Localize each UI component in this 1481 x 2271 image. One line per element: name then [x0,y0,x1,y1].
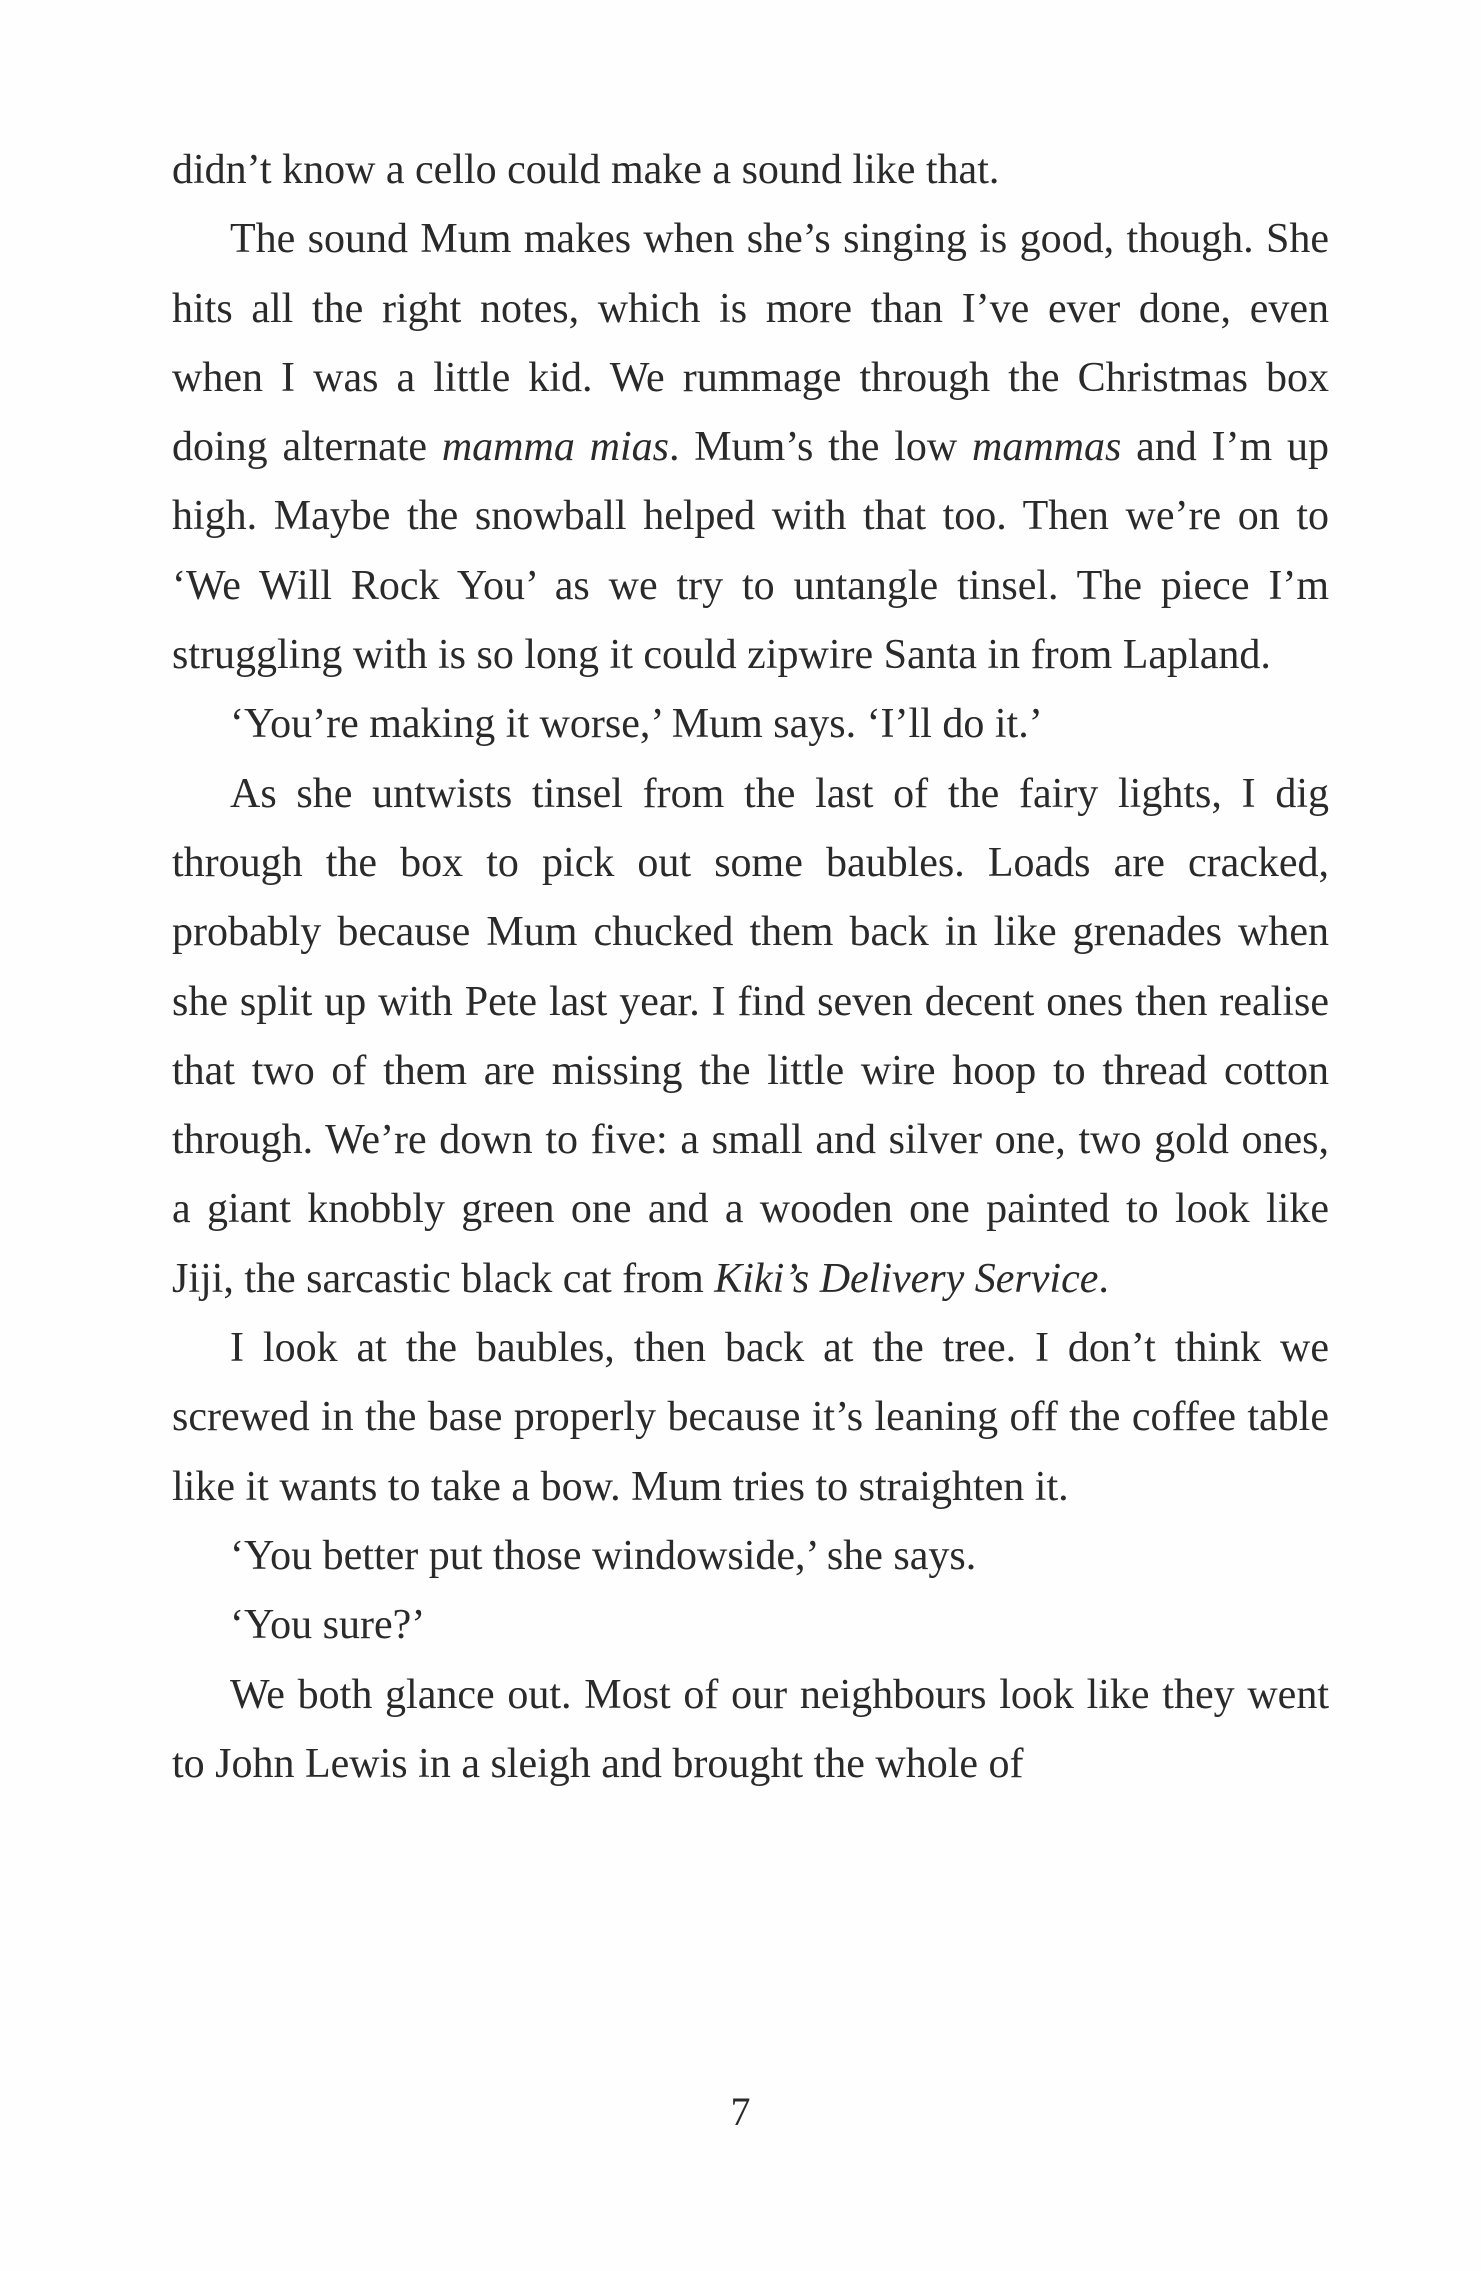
text-segment: and I’m up high. Maybe the snowball helped with that too. Then we’re on to ‘We Will Rock You’ as we try to untangle tinsel. The piece I’m struggling with is so long it could zipwire Santa in from Lapland. [172,424,1329,679]
page-number: 7 [730,2089,751,2134]
text-segment: . Mum’s the low [668,424,972,471]
paragraph-2 [172,205,1329,690]
paragraph-3 [172,690,1329,759]
paragraph-1 [172,136,1329,205]
italic-text: mamma mias [441,424,669,471]
text-segment: didn’t know a cello could make a sound like that. [172,147,1000,193]
text-segment: As she untwists tinsel from the last of the fairy lights, I dig through the box to pick out some baubles. Loads are cracked, probably because Mum chucked them back in like grenades when she split up with Pete last year. I find seven decent ones then realise that two of them are missing the little wire hoop to thread cotton through. We’re down to five: a small and silver one, two gold ones, a giant knobbly green one and a wooden one painted to look like Jiji, the sarcastic black cat from [172,770,1329,1302]
text-segment: ‘You sure?’ [230,1602,426,1649]
text-segment: . [1098,1255,1109,1302]
paragraph-6 [172,1522,1329,1591]
paragraph-8 [172,1661,1329,1800]
text-segment: I look at the baubles, then back at the tree. I don’t think we screwed in the base properly because it’s leaning off the coffee table like it wants to take a bow. Mum tries to straighten it. [172,1325,1329,1510]
text-segment: The sound Mum makes when she’s singing is good, though. She hits all the right notes, which is more than I’ve ever done, even when I was a little kid. We rummage through the Christmas box doing alternate [172,216,1329,471]
paragraph-7 [172,1591,1329,1660]
paragraph-5 [172,1314,1329,1522]
body-text [172,136,1329,1799]
text-segment: ‘You better put those windowside,’ she says. [230,1532,977,1579]
italic-text: Kiki’s Delivery Service [714,1255,1099,1302]
paragraph-4 [172,760,1329,1314]
text-segment: ‘You’re making it worse,’ Mum says. ‘I’ll do it.’ [230,701,1043,748]
italic-text: mammas [971,424,1122,471]
text-segment: We both glance out. Most of our neighbours look like they went to John Lewis in a sleigh and brought the whole of [172,1671,1329,1787]
